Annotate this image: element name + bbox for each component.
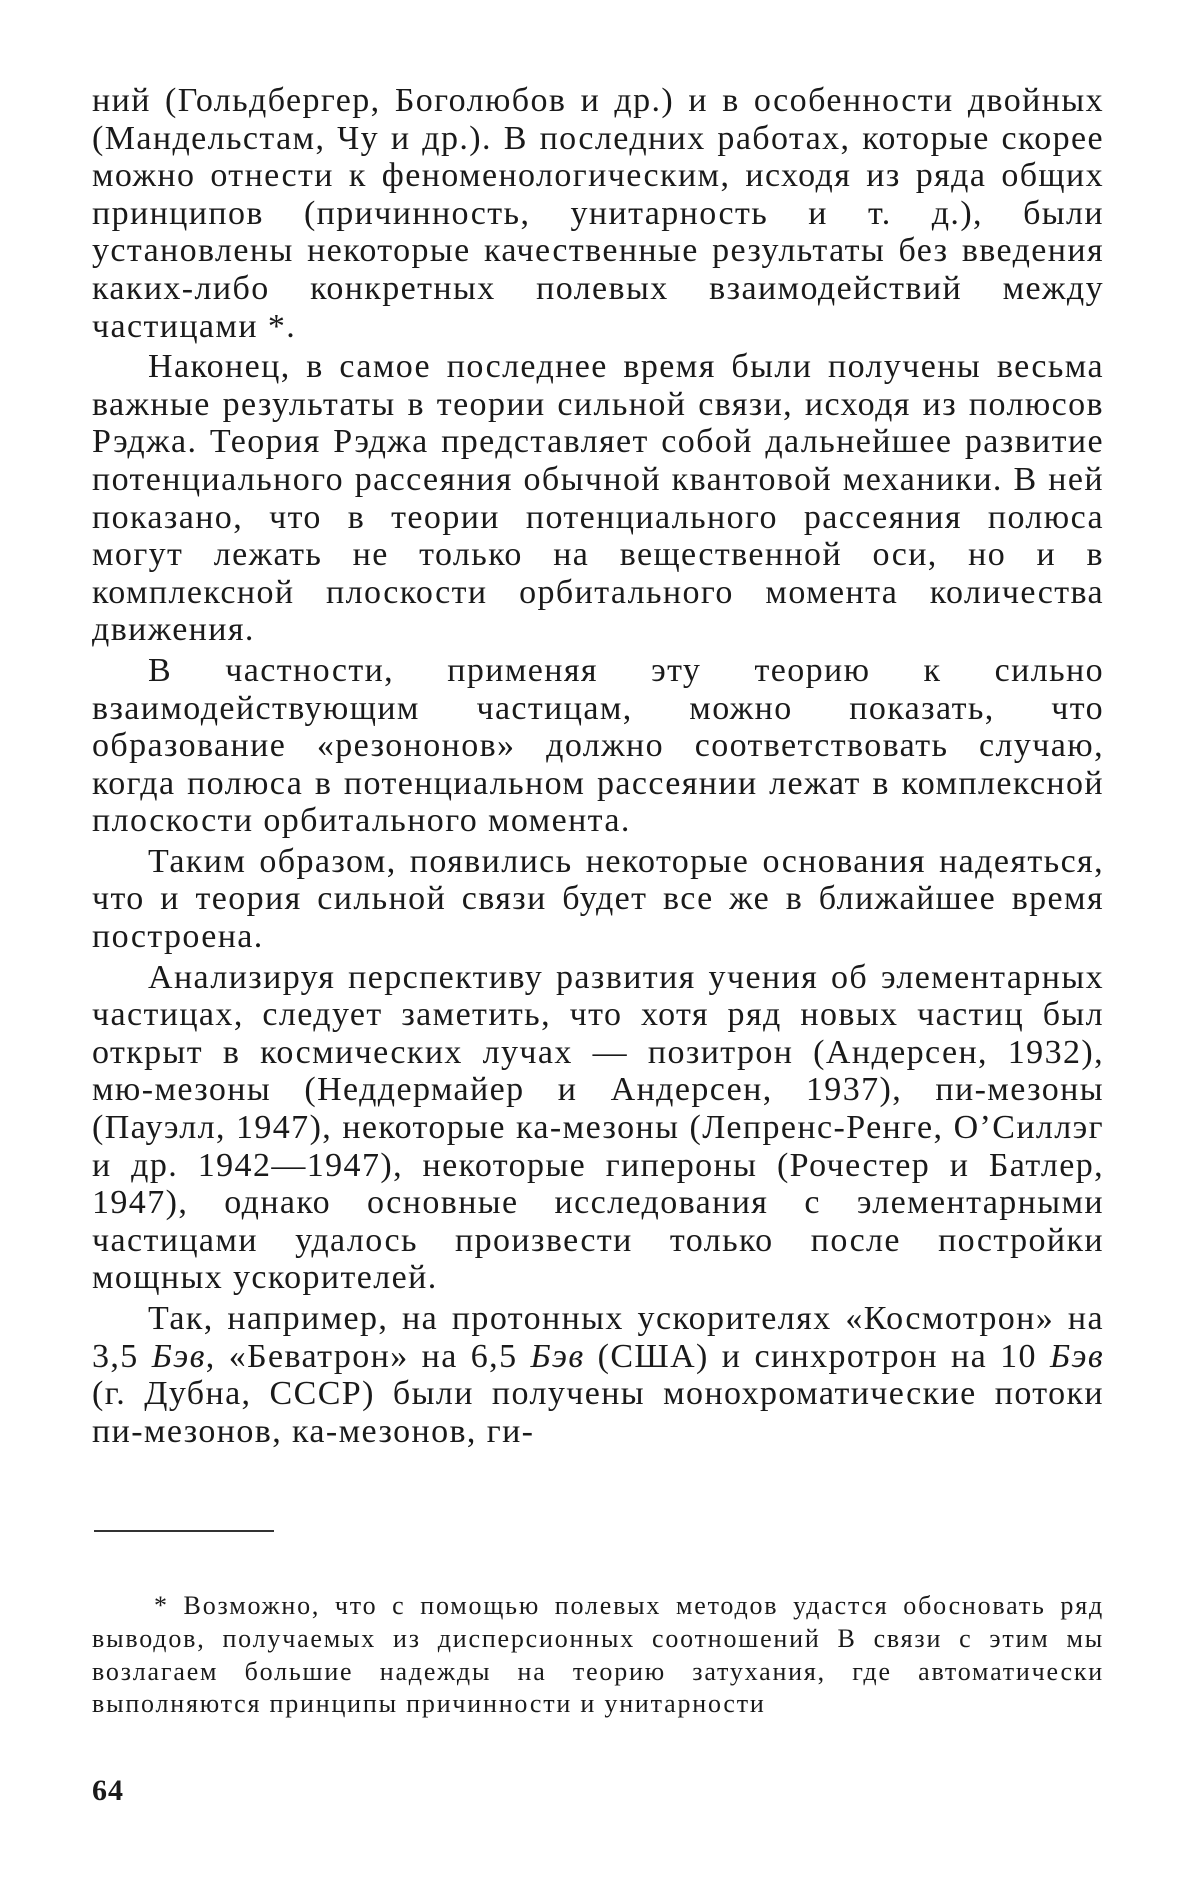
unit-bev-2: Бэв: [530, 1337, 585, 1375]
page-number: 64: [92, 1774, 124, 1807]
footnote: * Возможно, что с помощью полевых методов удастся обосновать ряд выводов, получаемых из дисперсионных соотношений В связи с этим мы возлагаем большие надежды на теорию затухания, где автоматически выполняются принципы причинности и унитарности: [92, 1591, 1104, 1719]
unit-bev-1: Бэв: [151, 1337, 206, 1375]
footnote-divider: [94, 1530, 274, 1532]
accelerators-text-3: (США) и синхротрон на 10: [584, 1337, 1050, 1375]
paragraph-strong-coupling-hope: Таким образом, появились некоторые основания надеяться, что и теория сильной связи будет все же в ближайшее время построена.: [92, 842, 1104, 956]
paragraph-regge-poles: Наконец, в самое последнее время были получены весьма важные результаты в теории сильной связи, исходя из полюсов Рэджа. Теория Рэджа представляет собой дальнейшее развитие потенциального рассеяния обычной квантовой механики. В ней показано, что в теории потенциального рассеяния полюса могут лежать не только на вещественной оси, но и в комплексной плоскости орбитального момента количества движения.: [92, 348, 1104, 649]
accelerators-text-4: (г. Дубна, СССР) были получены монохроматические потоки пи-мезонов, ка-мезонов, ги-: [92, 1375, 1104, 1450]
paragraph-resonons: В частности, применяя эту теорию к сильно взаимодействующим частицам, можно показать, что образование «резононов» должно соответствовать случаю, когда полюса в потенциальном рассеянии лежат в комплексной плоскости орбитального момента.: [92, 651, 1104, 840]
accelerators-text-1: Так, например, на протонных ускорителях «Космотрон» на 3,5: [92, 1300, 1104, 1375]
paragraph-accelerators: [92, 1300, 1104, 1450]
paragraph-cosmic-rays-discoveries: Анализируя перспективу развития учения об элементарных частицах, следует заметить, что хотя ряд новых частиц был открыт в космических лучах — позитрон (Андерсен, 1932), мю-мезоны (Неддермайер и Андерсен, 1937), пи-мезоны (Пауэлл, 1947), некоторые ка-мезоны (Лепренс-Ренге, О’Силлэг и др. 1942—1947), некоторые гипероны (Рочестер и Батлер, 1947), однако основные исследования с элементарными частицами удалось произвести только после постройки мощных ускорителей.: [92, 958, 1104, 1297]
main-text: [92, 82, 1104, 1450]
paragraph-continuation: ний (Гольдбергер, Боголюбов и др.) и в особенности двойных (Мандельстам, Чу и др.). В последних работах, которые скорее можно отнести к феноменологическим, исходя из ряда общих принципов (причинность, унитарность и т. д.), были установлены некоторые качественные результаты без введения каких-либо конкретных полевых взаимодействий между частицами *.: [92, 82, 1104, 345]
unit-bev-3: Бэв: [1049, 1337, 1104, 1375]
accelerators-text-2: , «Беватрон» на 6,5: [205, 1337, 531, 1375]
